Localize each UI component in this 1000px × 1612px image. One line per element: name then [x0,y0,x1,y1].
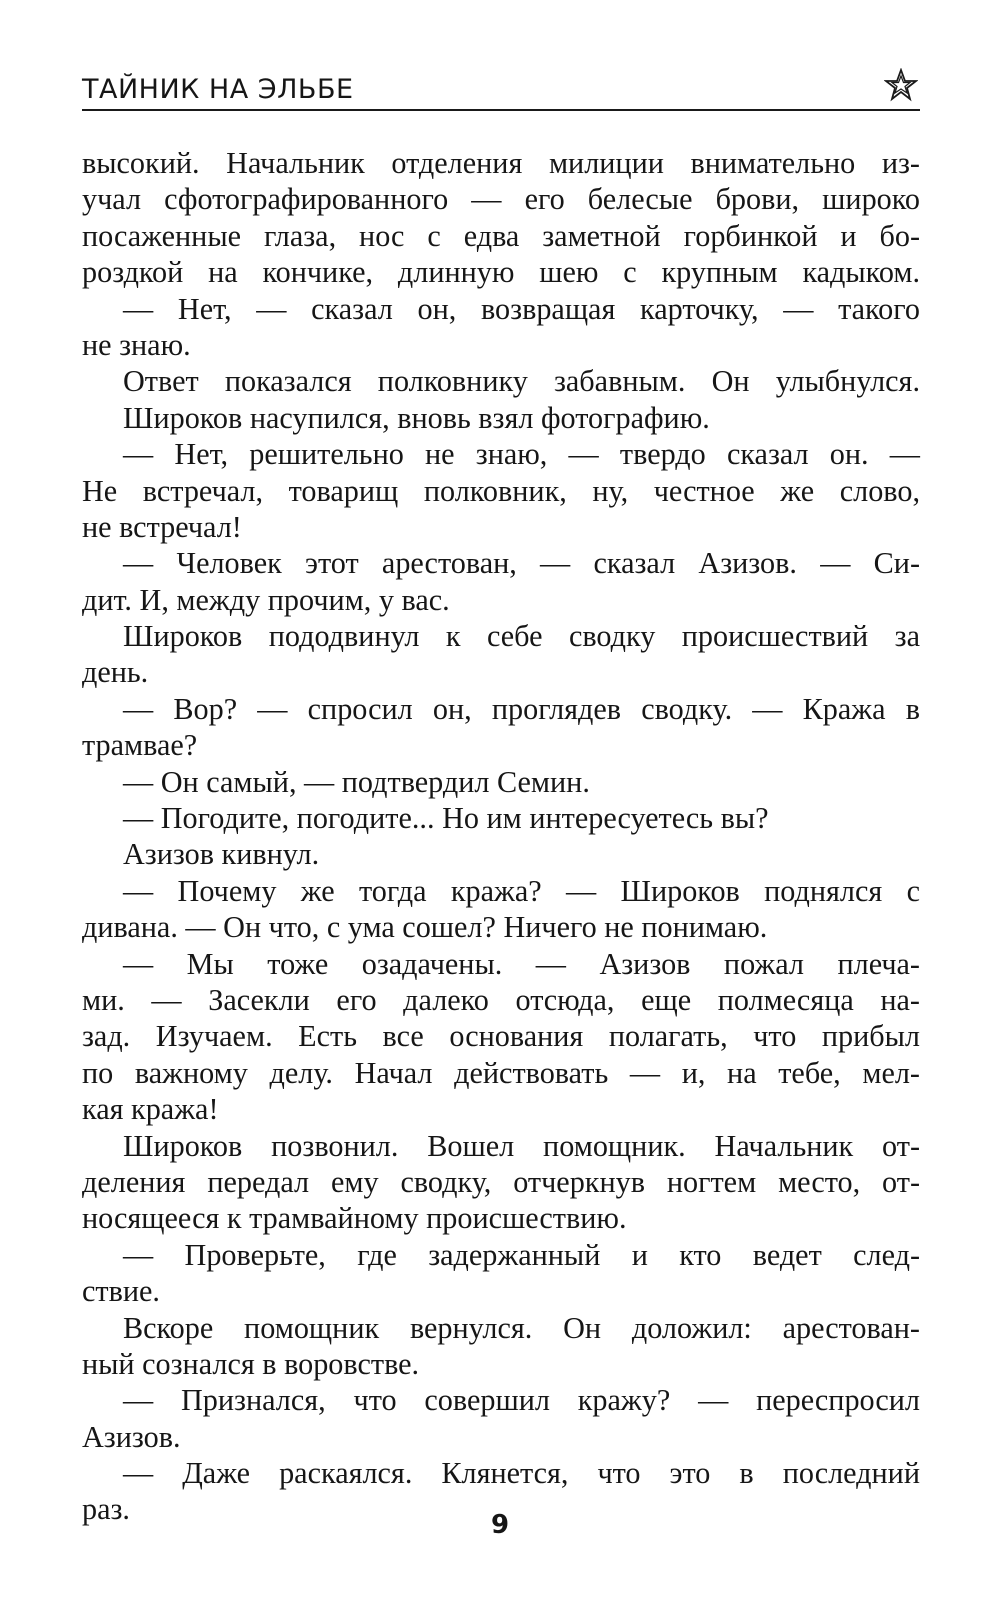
text-line: Ответ показался полковнику забавным. Он улыбнулся. [123,364,920,399]
text-line: деления передал ему сводку, отчеркнув ногтем место, от- [82,1164,920,1199]
text-line: — Нет, — сказал он, возвращая карточку, — такого [123,291,920,326]
text-line: не встречал! [82,509,242,544]
header-rule [82,109,920,111]
text-line: — Мы тоже озадачены. — Азизов пожал плеча- [123,946,920,981]
text-line: — Вор? — спросил он, проглядев сводку. — Кража в [123,691,920,726]
text-line: Широков насупился, вновь взял фотографию. [123,400,710,435]
text-line: ный сознался в воровстве. [82,1346,420,1381]
text-line: по важному делу. Начал действовать — и, на тебе, мел- [82,1055,920,1090]
text-line: — Нет, решительно не знаю, — твердо сказал он. — [123,437,920,472]
text-line: — Он самый, — подтвердил Семин. [123,764,590,799]
text-line: учал сфотографированного — его белесые брови, широко [82,182,920,217]
text-line: кая кража! [82,1092,219,1127]
text-line: — Человек этот арестован, — сказал Азизов. — Си- [123,546,920,581]
text-line: высокий. Начальник отделения милиции внимательно из- [82,146,920,180]
text-line: дит. И, между прочим, у вас. [82,582,450,617]
text-line: — Почему же тогда кража? — Широков поднялся с [123,873,920,908]
text-line: Не встречал, товарищ полковник, ну, честное же слово, [82,473,920,508]
text-line: — Погодите, погодите... Но им интересуетесь вы? [123,801,769,836]
running-title: ТАЙНИК НА ЭЛЬБЕ [82,74,354,105]
text-line: зад. Изучаем. Есть все основания полагать, что прибыл [82,1019,920,1054]
body-text [82,145,920,1528]
text-line: не знаю. [82,327,191,362]
text-line: Вскоре помощник вернулся. Он доложил: арестован- [123,1310,920,1345]
text-line: дивана. — Он что, с ума сошел? Ничего не понимаю. [82,910,768,945]
text-line: день. [82,655,149,690]
text-line: посаженные глаза, нос с едва заметной горбинкой и бо- [82,218,920,253]
text-line: ми. — Засекли его далеко отсюда, еще полмесяца на- [82,982,920,1017]
text-line: — Даже раскаялся. Клянется, что это в последний [123,1456,920,1491]
text-line: роздкой на кончике, длинную шею с крупным кадыком. [82,255,920,290]
text-line: — Проверьте, где задержанный и кто ведет след- [123,1237,920,1272]
text-line: ствие. [82,1274,160,1309]
star-outline-icon [884,68,918,102]
page-number: 9 [490,1510,510,1540]
text-line: раз. [82,1492,130,1527]
text-line: Широков позвонил. Вошел помощник. Начальник от- [123,1128,920,1163]
text-line: Азизов. [82,1419,181,1454]
text-line: Азизов кивнул. [123,837,320,872]
text-line: носящееся к трамвайному происшествию. [82,1201,627,1236]
text-line: трамвае? [82,728,198,763]
running-head [82,68,920,112]
text-line: Широков пододвинул к себе сводку происшествий за [123,619,920,654]
text-line: — Признался, что совершил кражу? — переспросил [123,1383,920,1418]
